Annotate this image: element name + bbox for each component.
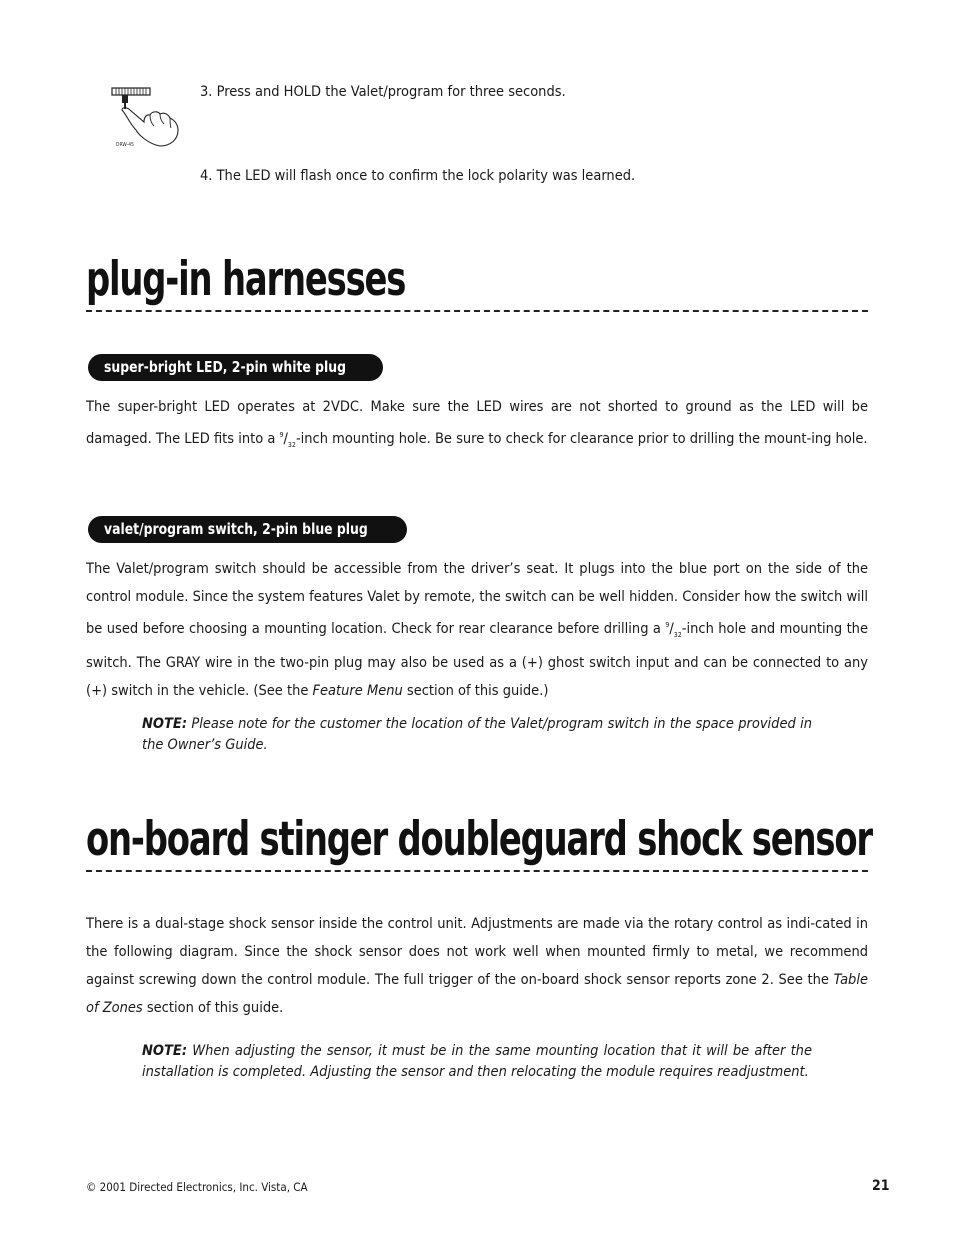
subsection-label-led — [88, 354, 383, 381]
illustration-label: DRW-45 — [116, 142, 134, 148]
section-divider — [86, 870, 868, 872]
led-text-a: The super-bright LED operates at 2VDC. Make sure the LED wires are not shorted to ground as the LED will be damaged. The LED fits into a — [86, 399, 868, 447]
led-text-b: -inch mounting hole. Be sure to check for clearance prior to drilling the mount-ing hole. — [295, 430, 868, 447]
step-4: 4. The LED will flash once to confirm the lock polarity was learned. — [200, 168, 636, 184]
hand-pressing-button-illustration — [108, 84, 188, 158]
subsection-label-led-text: super-bright LED, 2-pin white plug — [104, 358, 347, 376]
section-divider — [86, 310, 868, 312]
shock-text-a: There is a dual-stage shock sensor inside the control unit. Adjustments are made via the rotary control as indi-cated in the following diagram. Since the shock sensor does not work well when mounted firmly to metal, we recommend against screwing down the control module. The full trigger of the on-board shock sensor reports zone 2. See the — [86, 916, 868, 988]
note-label: NOTE: — [142, 716, 188, 732]
led-paragraph — [86, 393, 868, 459]
step-3: 3. Press and HOLD the Valet/program for three seconds. — [200, 84, 566, 100]
valet-text-a: The Valet/program switch should be accessible from the driver’s seat. It plugs into the blue port on the side of the control module. Since the system features Valet by remote, the switch can be well hidden. Consider how the switch will be used before choosing a mounting location. Check for rear clearance before drilling a — [86, 561, 868, 637]
subsection-label-valet-switch — [88, 516, 407, 543]
table-of-zones-reference: Table of Zones — [86, 972, 868, 1016]
fraction-numerator: 9 — [665, 621, 670, 629]
valet-switch-paragraph — [86, 555, 868, 705]
fraction: $^9/_{32}$ — [279, 430, 296, 449]
shock-sensor-paragraph — [86, 910, 868, 1022]
feature-menu-reference: Feature Menu — [312, 682, 403, 699]
subsection-label-valet-switch-text: valet/program switch, 2-pin blue plug — [104, 520, 368, 538]
footer-copyright: © 2001 Directed Electronics, Inc. Vista, CA — [86, 1180, 308, 1194]
note-text: When adjusting the sensor, it must be in the same mounting location that it will be after the installation is completed. Adjusting the sensor and then relocating the module requires readjustment. — [142, 1043, 812, 1080]
fraction: $^9/_{32}$ — [665, 620, 682, 639]
shock-sensor-note — [142, 1041, 812, 1083]
section-title-shock-sensor: on-board stinger doubleguard shock sensor — [86, 812, 872, 867]
valet-note — [142, 714, 812, 756]
note-text: Please note for the customer the location of the Valet/program switch in the space provided in the Owner’s Guide. — [142, 716, 812, 753]
section-title-plug-in-harnesses: plug-in harnesses — [86, 252, 406, 307]
page-number: 21 — [872, 1178, 890, 1194]
fraction-denominator: 32 — [287, 440, 296, 449]
fraction-denominator: 32 — [673, 630, 682, 639]
note-label: NOTE: — [142, 1043, 188, 1059]
shock-text-b: section of this guide. — [142, 1000, 284, 1016]
fraction-numerator: 9 — [279, 431, 284, 439]
valet-text-b: -inch hole and mounting the switch. The GRAY wire in the two-pin plug may also be used as a (+) ghost switch input and can be connected to any (+) switch in the vehicle. (See the — [86, 620, 868, 699]
valet-text-c: section of this guide.) — [402, 682, 549, 699]
